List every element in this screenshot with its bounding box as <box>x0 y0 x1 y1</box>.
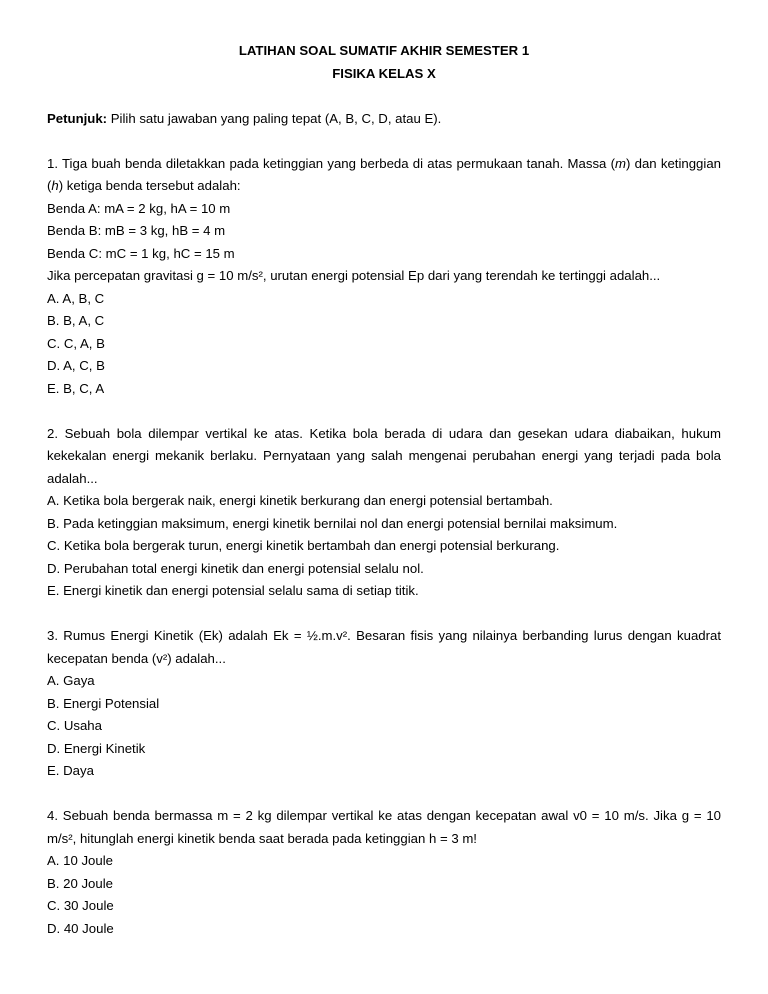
spacer <box>47 130 721 153</box>
question-1-prompt: Jika percepatan gravitasi g = 10 m/s², urutan energi potensial Ep dari yang terendah ke tertinggi adalah... <box>47 268 661 283</box>
question-4-option-d: D. 40 Joule <box>47 920 114 936</box>
question-3-option-c: C. Usaha <box>47 718 102 733</box>
question-2-option-a: A. Ketika bola bergerak naik, energi kinetik berkurang dan energi potensial bertambah. <box>47 493 553 508</box>
question-1-option-c: C. C, A, B <box>47 335 105 351</box>
spacer <box>47 85 721 108</box>
question-1 <box>47 153 721 401</box>
question-3-option-d: D. Energi Kinetik <box>47 740 146 756</box>
instructions-text: Pilih satu jawaban yang paling tepat (A, B, C, D, atau E). <box>107 110 442 126</box>
spacer <box>47 400 721 423</box>
question-1-item: Benda B: mB = 3 kg, hB = 4 m <box>47 223 226 238</box>
spacer <box>47 783 721 806</box>
question-4 <box>47 805 721 940</box>
question-2-option-e: E. Energi kinetik dan energi potensial selalu sama di setiap titik. <box>47 583 419 598</box>
mass-symbol: m <box>615 155 627 171</box>
question-1-text <box>47 153 721 198</box>
question-2-text: 2. Sebuah bola dilempar vertikal ke atas. Ketika bola berada di udara dan gesekan udara diabaikan, hukum kekekalan energi mekanik berlaku. Pernyataan yang salah mengenai perubahan energi yang terjadi pada bola adalah... <box>47 425 721 486</box>
question-4-option-c: C. 30 Joule <box>47 898 114 913</box>
question-1-text-part: ) ketiga benda tersebut adalah: <box>58 178 241 193</box>
question-4-option-b: B. 20 Joule <box>47 875 113 891</box>
height-symbol: h <box>51 178 59 193</box>
spacer <box>47 603 721 626</box>
question-2-option-d: D. Perubahan total energi kinetik dan energi potensial selalu nol. <box>47 560 424 576</box>
instructions <box>47 108 721 131</box>
question-1-text-part: 1. Tiga buah benda diletakkan pada ketinggian yang berbeda di atas permukaan tanah. Massa ( <box>47 155 616 171</box>
document-title: LATIHAN SOAL SUMATIF AKHIR SEMESTER 1 <box>238 43 530 58</box>
question-2-option-b: B. Pada ketinggian maksimum, energi kinetik bernilai nol dan energi potensial bernilai maksimum. <box>47 515 618 531</box>
question-3 <box>47 625 721 783</box>
question-1-option-b: B. B, A, C <box>47 313 105 328</box>
question-4-text: 4. Sebuah benda bermassa m = 2 kg dilempar vertikal ke atas dengan kecepatan awal v0 = 10 m/s. Jika g = 10 m/s², hitunglah energi kinetik benda saat berada pada ketinggian h = 3 m! <box>47 808 721 846</box>
question-3-option-e: E. Daya <box>47 763 94 778</box>
question-3-option-a: A. Gaya <box>47 673 95 688</box>
question-1-item: Benda C: mC = 1 kg, hC = 15 m <box>47 245 235 261</box>
instructions-label: Petunjuk: <box>47 110 108 126</box>
question-4-option-a: A. 10 Joule <box>47 853 113 868</box>
document-subtitle: FISIKA KELAS X <box>332 65 436 81</box>
question-3-option-b: B. Energi Potensial <box>47 695 160 711</box>
question-1-item: Benda A: mA = 2 kg, hA = 10 m <box>47 200 231 216</box>
question-1-option-a: A. A, B, C <box>47 290 105 306</box>
question-1-text-part: ) dan ketinggian ( <box>47 155 721 193</box>
question-2 <box>47 423 721 603</box>
question-2-option-c: C. Ketika bola bergerak turun, energi kinetik bertambah dan energi potensial berkurang. <box>47 538 560 553</box>
question-1-option-d: D. A, C, B <box>47 358 105 373</box>
question-3-text: 3. Rumus Energi Kinetik (Ek) adalah Ek = ½.m.v². Besaran fisis yang nilainya berbanding lurus dengan kuadrat kecepatan benda (v²) adalah... <box>47 628 721 666</box>
question-1-option-e: E. B, C, A <box>47 380 105 396</box>
